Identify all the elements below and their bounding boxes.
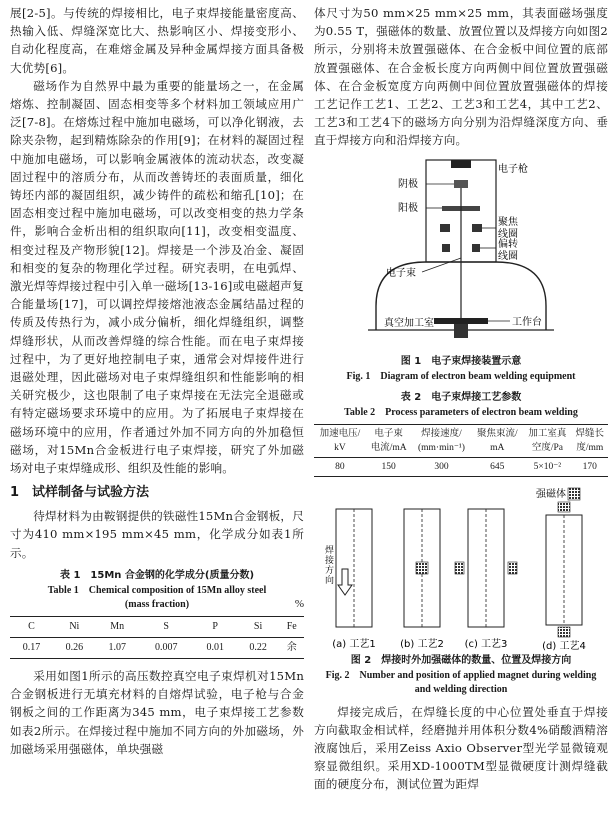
analysis-paragraph: 焊接完成后，在焊缝长度的中心位置处垂直于焊接方向截取金相试样，经磨抛并用体积分数4%硝酸酒精溶液腐蚀后，采用Zeiss Axio Observer型光学显微镜观察显微组织。采用XD-1000TM型显微硬度计测焊缝截面的硬度分布，测试位置为距焊: [314, 704, 608, 792]
welding-direction-arrow: [338, 569, 352, 595]
table1-header: P: [194, 616, 237, 637]
magnet-paragraph: 体尺寸为50 mm×25 mm×25 mm，其表面磁场强度为0.55 T，强磁体的数量、放置位置以及焊接方向如图2所示，分别将未放置强磁体、在合金板中间位置的底部放置强磁体、在合金板长度方向两侧中间位置放置强磁体、在合金板宽度方向两侧中间位置放置强磁体的焊接工艺记作工艺1、工艺2、工艺3和工艺4，其中工艺2、工艺3和工艺4下的磁场方向分别为沿焊缝深度方向、垂直于焊接方向和沿焊接方向。: [314, 6, 608, 148]
deflect-coil-left: [442, 244, 450, 252]
figure2-caption-cn: 图 2 焊接时外加强磁体的数量、位置及焊接方向: [350, 654, 572, 666]
table2-header: 加速电压/ kV: [314, 424, 366, 457]
right-column: [314, 4, 608, 794]
panel-c-magnet-right: [508, 562, 517, 574]
table2-header: 焊接速度/ (mm·min⁻¹): [412, 424, 472, 457]
table2-caption-cn: 表 2 电子束焊接工艺参数: [400, 391, 522, 403]
panel-d-magnet-bottom: [558, 627, 570, 637]
composition-table: [10, 616, 304, 659]
panel-b-label: (b) 工艺2: [400, 638, 444, 650]
table1-header: S: [139, 616, 194, 637]
figure1-caption-cn: 图 1 电子束焊接装置示意: [400, 355, 522, 367]
table2-cell: 5×10⁻²: [533, 461, 562, 472]
table2-cell: 645: [490, 461, 505, 472]
table2-row: [314, 457, 608, 476]
deflect-coil-label-2: 线圈: [498, 250, 518, 262]
table2-header: 加工室真 空度/Pa: [523, 424, 571, 457]
anode-label: 阳极: [398, 202, 418, 214]
cathode-shape: [454, 180, 468, 188]
figure2-caption-en-line2: and welding direction: [414, 683, 508, 695]
table1-header: Mn: [96, 616, 139, 637]
gun-label: 电子枪: [498, 163, 528, 175]
table1-cell: 0.17: [22, 641, 41, 653]
table1-cell: 余: [286, 641, 297, 653]
table1-cell: 1.07: [108, 641, 126, 653]
focus-coil-right: [472, 224, 482, 232]
panel-b-magnet: [416, 562, 428, 574]
figure2: [314, 485, 608, 653]
material-paragraph: 待焊材料为由鞍钢提供的铁磁性15Mn合金钢板，尺寸为410 mm×195 mm×45 mm，化学成分如表1所示。: [10, 509, 304, 560]
left-column: [10, 4, 304, 758]
table1-block: [10, 568, 304, 659]
table1-caption-en-line2: (mass fraction): [124, 598, 190, 610]
process-table: [314, 424, 608, 477]
focus-coil-label-2: 线圈: [498, 228, 518, 240]
panel-c-label: (c) 工艺3: [464, 638, 508, 650]
gun-top: [451, 160, 471, 168]
table2-cell: 80: [335, 461, 345, 472]
deflect-coil-label-1: 偏转: [498, 238, 518, 250]
table1-caption-cn: 表 1 15Mn 合金钢的化学成分(质量分数): [59, 569, 255, 581]
table2-block: [314, 390, 608, 477]
work-table-stand: [454, 324, 468, 338]
beam-label: 电子束: [386, 267, 416, 279]
panel-d-magnet-top: [558, 502, 570, 512]
table2-header: 焊缝长 度/mm: [572, 424, 608, 457]
magnet-legend-icon: [568, 488, 580, 500]
cathode-label: 阴极: [398, 178, 418, 190]
magnetic-field-paragraph: 磁场作为自然界中最为重要的能量场之一，在金属熔炼、控制凝固、固态相变等多个材料加工领域应用广泛[7-8]。在熔炼过程中施加电磁场，可以净化钢液，去除夹杂物，起到精炼除杂的作用[9]；在材料的凝固过程中施加电磁场，可以影响金属液体的流动状态，改变凝固过程中的溶质分布，从而改善铸坯的表面质量，细化铸坯内部的凝固组织，减少铸件的疏松和缩孔[10]；在固态相变过程中施加电磁场，可以改变相变的热力学条件，影响合金析出相的组织取向[11]，改变相变温度、相变过程及产物形貌[12]。焊接是一个涉及冶金、凝固和相变的复杂的物理化学过程。研究表明，在电弧焊、激光焊等焊接过程中引入单一磁场[13-16]或电磁超声复合能量场[17]，可以调控焊接熔池液态金属结晶过程的传质及传热行为，减小成分偏析，细化焊缝组织，调整焊缝形状，从而改善焊缝的综合性能。而在电子束焊接过程中，为了更好地控制电子束，通常会对焊接件进行退磁处理，因此磁场对电子束焊缝组织和性能影响的相关研究极少，这也限制了电子束焊接在无法完全退磁或有特定磁场要求环境中的应用。为了拓展电子束焊接在磁场环境中的应用，作者通过外加不同方向的外加稳恒磁场，对15Mn合金板进行电子束焊接，研究了外加磁场对电子束焊缝成形、组织及性能的影响。: [10, 78, 304, 476]
table1-header: Si: [237, 616, 280, 637]
panel-c-magnet-left: [455, 562, 464, 574]
table2-cell: 300: [434, 461, 449, 472]
table1-row: [10, 637, 304, 658]
welding-method-paragraph: 采用如图1所示的高压数控真空电子束焊机对15Mn合金钢板进行无填充材料的自熔焊试验，电子枪与合金钢板之间的工作距离为345 mm，电子束焊接工艺参数如表2所示。在焊接过程中施加不同方向的外加磁场，外加磁场采用强磁体，单块强磁: [10, 668, 304, 756]
table1-caption-en-line1: Table 1 Chemical composition of 15Mn alloy steel: [47, 584, 267, 596]
table1-header: C: [10, 616, 53, 637]
table1-cell: 0.26: [65, 641, 84, 653]
table1-header: Fe: [280, 616, 305, 637]
table1-unit: %: [294, 597, 304, 610]
figure1: [314, 158, 608, 354]
table2-cell: 170: [582, 461, 597, 472]
table1-cell: 0.007: [154, 641, 178, 653]
table2-header: 聚焦束流/ mA: [471, 424, 523, 457]
table-label: 工作台: [512, 316, 542, 328]
table2-caption-en: Table 2 Process parameters of electron beam welding: [344, 406, 578, 418]
table2-cell: 150: [381, 461, 396, 472]
focus-coil-left: [440, 224, 450, 232]
focus-coil-label-1: 聚焦: [498, 216, 518, 228]
table1-header-row: [10, 616, 304, 637]
deflect-coil-right: [472, 244, 480, 252]
section-heading: 1 试样制备与试验方法: [10, 485, 150, 501]
figure1-caption-en: Fig. 1 Diagram of electron beam welding equipment: [346, 370, 576, 382]
panel-d-label: (d) 工艺4: [542, 640, 586, 652]
table1-cell: 0.22: [249, 641, 267, 653]
panel-a-label: (a) 工艺1: [332, 638, 376, 650]
table1-cell: 0.01: [206, 641, 224, 653]
intro-paragraph-end: 展[2-5]。与传统的焊接相比，电子束焊接能量密度高、热输入低、焊缝深宽比大、热影响区小、焊接变形小、自动化程度高，在难熔金属及异种金属焊接方面具备极大优势[6]。: [10, 6, 304, 75]
electron-beam-equipment-diagram: [314, 158, 608, 354]
chamber-label: 真空加工室: [384, 317, 434, 329]
figure2-caption-en-line1: Fig. 2 Number and position of applied magnet during welding: [325, 669, 597, 681]
magnet-position-diagram: [314, 485, 608, 653]
table1-header: Ni: [53, 616, 96, 637]
magnet-legend-label: 强磁体: [536, 488, 566, 500]
table2-header: 电子束 电流/mA: [366, 424, 412, 457]
work-table-top: [434, 318, 488, 324]
direction-label: 焊接方向: [323, 544, 333, 585]
table2-header-row: [314, 424, 608, 457]
